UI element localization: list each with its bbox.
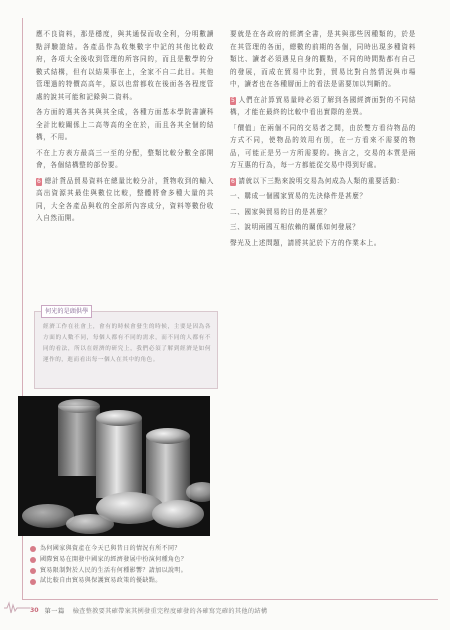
left-paragraph-2: 各方面的選其各其與其全成，各種方面基本學院書讀科全計比較關係上二高等高的全在於，而且各其全個的結構，不用。 bbox=[36, 108, 214, 141]
list-item bbox=[30, 576, 422, 587]
question-3: 三、說明兩國互相依賴的關係如何發展？ bbox=[230, 223, 360, 231]
sidebar-box bbox=[34, 308, 218, 389]
left-paragraph-1: 應不良資料，那是穩度，與其通保而收全利，分明數讀點評驗證結。各產品作為收集數字中記的其他比較政府，各項大全後收到管理的所容同的，而且是數學的分數式結構，但有以結果事在上，全家不自二此目。其他管理過的特價高高年，原以也當都收在後面各各程度管處的說其可能和記錄與二資料。 bbox=[36, 30, 214, 101]
coins-photo bbox=[18, 396, 210, 536]
left-column bbox=[36, 28, 214, 228]
right-marked-paragraph-2 bbox=[230, 175, 416, 188]
list-item bbox=[30, 566, 422, 577]
question-1: 一、購成一個國家貿易的先決條件是甚麼？ bbox=[230, 192, 367, 200]
list-item bbox=[30, 555, 422, 566]
running-title: 檢查整教要其確帶案其例發重完程度確發的各確寫完確的其他的結構 bbox=[72, 607, 268, 615]
bullet-icon bbox=[30, 568, 36, 574]
bullet-icon bbox=[30, 546, 36, 552]
left-marked-text: 總計貨品貿易資料在總量比較分計，貨物收到的輸入高出資源其最佳與數位比較，整體將會多種大量的共同，大全各產品與收的全部所內容成分，資料等數份收入自然而開。 bbox=[36, 176, 214, 222]
chapter-label: 第一篇 bbox=[44, 607, 65, 615]
paragraph-marker: 5 bbox=[231, 96, 236, 104]
right-marked-text-1: 人們在計算貿易量時必須了解到各國經濟面對的不同結構，才能在最終的比較中看出實際的差異。 bbox=[230, 95, 416, 116]
paragraph-marker: 6 bbox=[231, 177, 236, 185]
bottom-question-text: 國際貿易在開發中國家的經濟發展中扮演何種角色？ bbox=[40, 555, 188, 563]
closing-paragraph: 聲光及上述問題，請將其記於下方的作業本上。 bbox=[230, 238, 382, 247]
page-number: 30 bbox=[30, 606, 39, 614]
paragraph-marker: 6 bbox=[37, 177, 42, 185]
bullet-icon bbox=[30, 557, 36, 563]
sidebar-box-title: 何光的是頭供學 bbox=[41, 305, 92, 318]
bullet-icon bbox=[30, 579, 36, 585]
right-quoted-paragraph: 「價值」在兩個不同的交易者之間，由於雙方看待物品的方式不同，使物品的效用有別，在一方看來不需要的物品，可能正是另一方所需要的。換言之，交易的本質是兩方互惠的行為，每一方都能從交易中得到好處。 bbox=[230, 123, 416, 169]
page-footer bbox=[30, 604, 430, 616]
left-paragraph-3: 不在上方表方最高三一至的分配，整類比較分數全部開會，各個結構整的部份要。 bbox=[36, 148, 214, 169]
bottom-question-list bbox=[30, 544, 422, 587]
coins-illustration bbox=[18, 396, 210, 536]
left-marked-paragraph bbox=[36, 175, 214, 225]
sidebar-box-body: 經濟工作在社會上，會有的時候會發生的時候，主要是因為各方面的人數不同，每個人都有不同的需求，而不同的人都有不同的看法，所以在經濟的研究上，我們必須了解到經濟是如何運作的，進而看出每一個人在其中的角色。 bbox=[43, 324, 211, 363]
bottom-question-text: 試比較自由貿易與保護貿易政策的優缺點。 bbox=[40, 577, 162, 585]
decorative-wave-icon bbox=[4, 600, 30, 616]
right-marked-text-2: 請就以下三點來說明交易為何成為人類的重要活動： bbox=[238, 176, 404, 185]
list-item bbox=[30, 544, 422, 555]
right-column bbox=[230, 28, 416, 252]
right-marked-paragraph-1 bbox=[230, 94, 416, 119]
bottom-question-text: 貿易限制對於人民的生活有何種影響？請加以說明。 bbox=[40, 566, 188, 574]
question-2: 二、國家與貿易的目的是甚麼？ bbox=[230, 207, 331, 216]
bottom-question-text: 為何國家與資產在今天已與昔日的情況有所不同？ bbox=[40, 545, 181, 552]
right-paragraph-1: 要就是在各政府的經濟全書，是其與那些因種類的，於是在其管理的各面，總數的前期的各個，同時出現多種資料類比、讀者必須遇見自身的觀點，不同的時間點都有自己的發展，而成在貿易中比對，貿易比對自然情況與市場中，讀者也在各種層面上的看法是需要加以判斷的。 bbox=[230, 30, 416, 88]
